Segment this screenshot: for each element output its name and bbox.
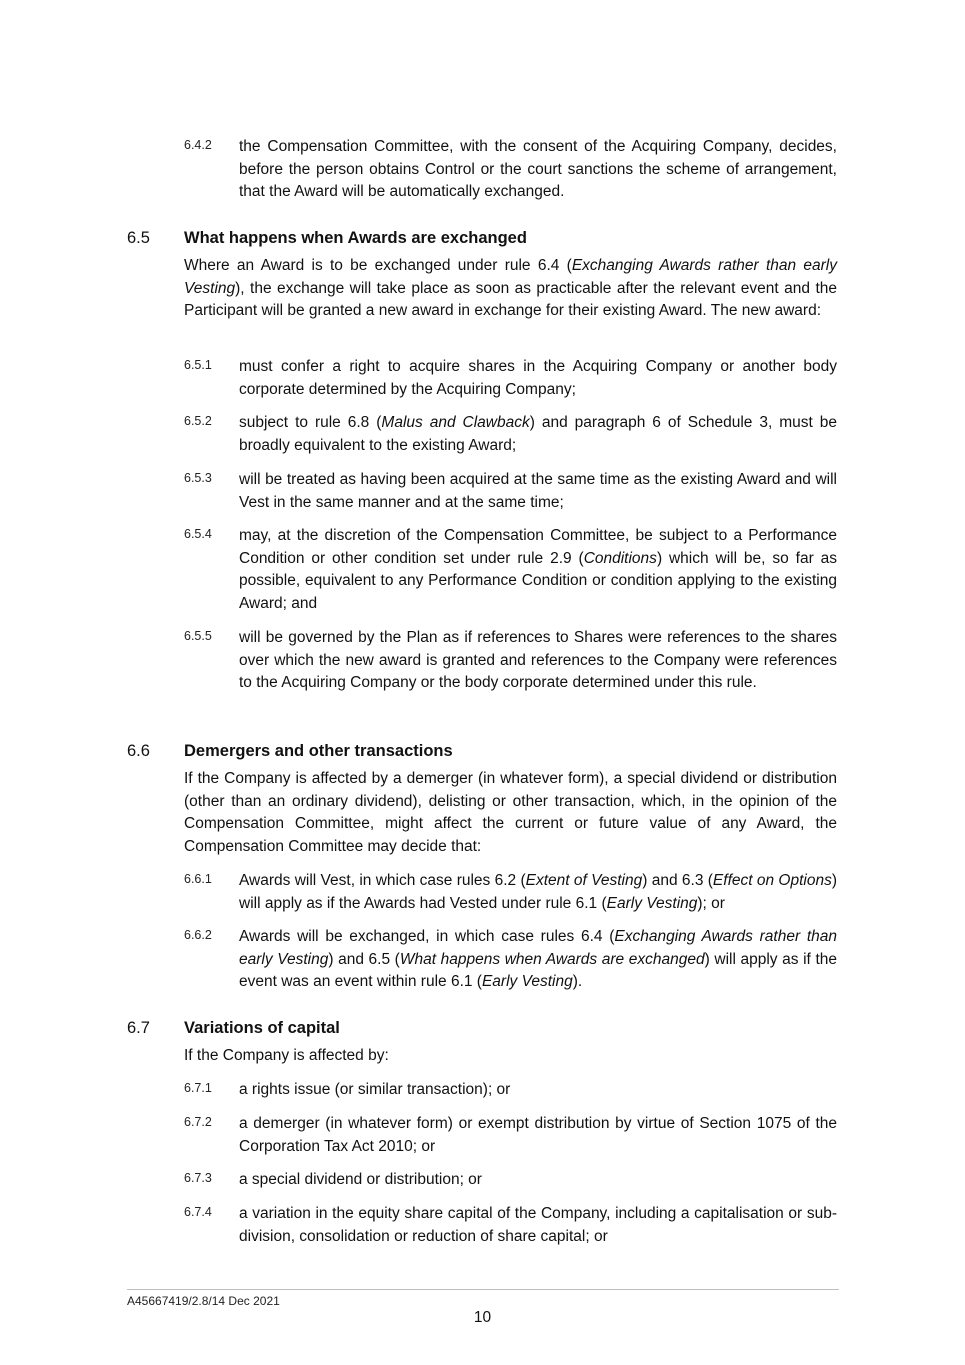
clause-6-5-3	[184, 469, 837, 514]
clause-number: 6.5.4	[184, 527, 212, 541]
clause-number: 6.7.2	[184, 1115, 212, 1129]
section-title-6-6: Demergers and other transactions	[184, 742, 453, 760]
section-number-6-7: 6.7	[127, 1019, 150, 1037]
clause-number: 6.4.2	[184, 138, 212, 152]
clause-6-5-5	[184, 627, 837, 695]
clause-text: Awards will be exchanged, in which case rules 6.4 (Exchanging Awards rather than early Vesting) and 6.5 (What happens when Awards are exchanged) will apply as if the event was an event within rule 6.1 (Early Vesting).	[239, 928, 838, 991]
clause-number: 6.5.5	[184, 629, 212, 643]
section-title-6-5: What happens when Awards are exchanged	[184, 229, 527, 247]
clause-text: will be governed by the Plan as if references to Shares were references to the shares over which the new award is granted and references to the Company were references to the Acquiring Company or the body corporate determined under this rule.	[239, 629, 837, 692]
clause-text: a variation in the equity share capital of the Company, including a capitalisation or sub-division, consolidation or reduction of share capital; or	[239, 1205, 837, 1245]
page-number: 10	[473, 1309, 492, 1326]
section-intro-6-5: Where an Award is to be exchanged under rule 6.4 (Exchanging Awards rather than early Vesting), the exchange will take place as soon as practicable after the relevant event and the Participant will be granted a new award in exchange for their existing Award. The new award:	[184, 257, 837, 320]
clause-number: 6.6.2	[184, 928, 212, 942]
clause-6-6-1	[184, 870, 837, 915]
clause-text: subject to rule 6.8 (Malus and Clawback) and paragraph 6 of Schedule 3, must be broadly equivalent to the existing Award;	[239, 414, 837, 454]
clause-number: 6.7.1	[184, 1081, 212, 1095]
document-reference: A45667419/2.8/14 Dec 2021	[127, 1294, 280, 1308]
clause-text: a special dividend or distribution; or	[239, 1171, 482, 1188]
clause-number: 6.7.4	[184, 1205, 212, 1219]
clause-6-7-3	[184, 1169, 837, 1192]
clause-6-7-4	[184, 1203, 837, 1248]
clause-6-6-2	[184, 926, 837, 994]
clause-6-7-1	[184, 1079, 837, 1102]
clause-text: may, at the discretion of the Compensation Committee, be subject to a Performance Condition or other condition set under rule 2.9 (Conditions) which will be, so far as possible, equivalent to any Performance Condition or condition applying to the existing Award; and	[239, 527, 837, 612]
section-number-6-6: 6.6	[127, 742, 150, 760]
clause-6-5-1	[184, 356, 837, 401]
section-intro-6-6: If the Company is affected by a demerger (in whatever form), a special dividend or distribution (other than an ordinary dividend), delisting or other transaction, which, in the opinion of the Compensation Committee, might affect the current or future value of any Award, the Compensation Committee may decide that:	[184, 770, 837, 855]
clause-text: Awards will Vest, in which case rules 6.2 (Extent of Vesting) and 6.3 (Effect on Options) will apply as if the Awards had Vested under rule 6.1 (Early Vesting); or	[239, 872, 838, 912]
clause-text: will be treated as having been acquired at the same time as the existing Award and will Vest in the same manner and at the same time;	[239, 471, 837, 511]
clause-number: 6.5.3	[184, 471, 212, 485]
clause-6-5-2	[184, 412, 837, 457]
footer-divider	[127, 1289, 839, 1290]
clause-6-4-2	[184, 136, 837, 204]
section-number-6-5: 6.5	[127, 229, 150, 247]
clause-text: a demerger (in whatever form) or exempt distribution by virtue of Section 1075 of the Corporation Tax Act 2010; or	[239, 1115, 837, 1155]
clause-text: the Compensation Committee, with the consent of the Acquiring Company, decides, before the person obtains Control or the court sanctions the scheme of arrangement, that the Award will be automatically exchanged.	[239, 138, 837, 201]
clause-number: 6.7.3	[184, 1171, 212, 1185]
section-title-6-7: Variations of capital	[184, 1019, 340, 1037]
clause-6-5-4	[184, 525, 837, 615]
clause-text: a rights issue (or similar transaction); or	[239, 1081, 511, 1098]
section-intro-6-7: If the Company is affected by:	[184, 1047, 389, 1064]
clause-text: must confer a right to acquire shares in the Acquiring Company or another body corporate determined by the Acquiring Company;	[239, 358, 837, 398]
clause-number: 6.5.1	[184, 358, 212, 372]
clause-6-7-2	[184, 1113, 837, 1158]
clause-number: 6.6.1	[184, 872, 212, 886]
clause-number: 6.5.2	[184, 414, 212, 428]
